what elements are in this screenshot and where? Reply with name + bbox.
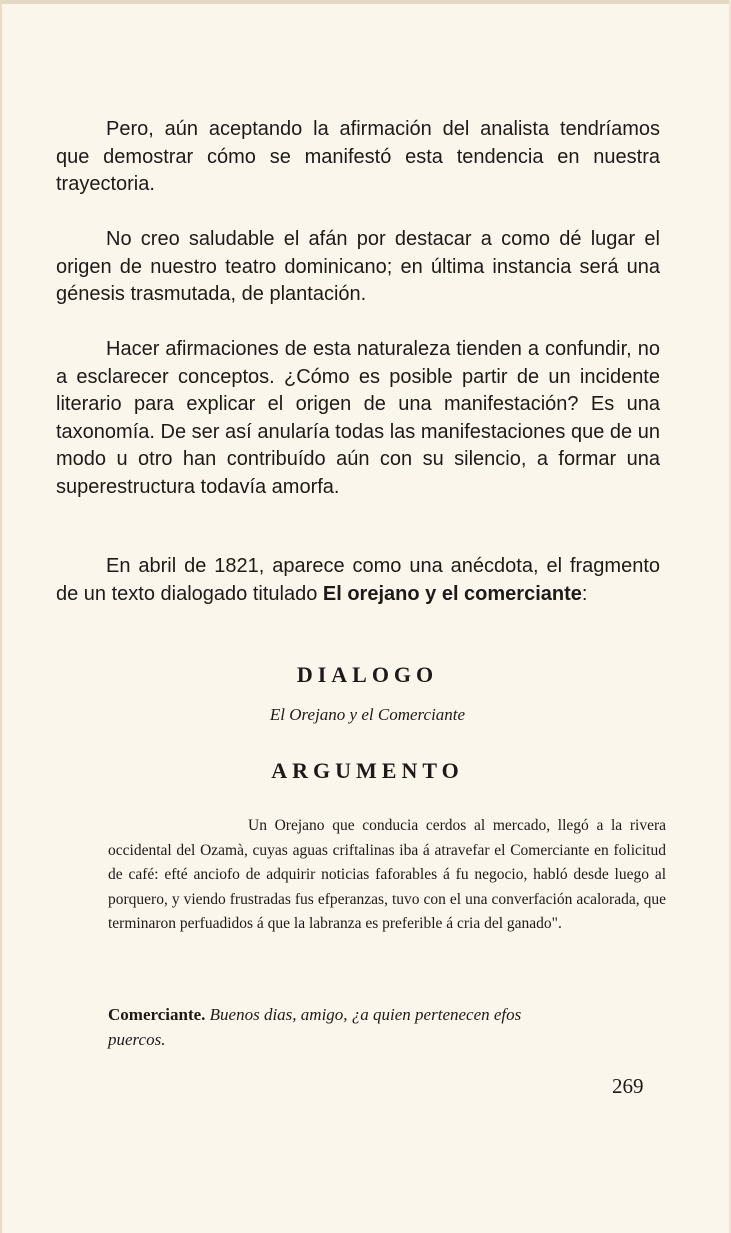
argumento-heading: ARGUMENTO xyxy=(271,758,464,783)
page-top-edge xyxy=(2,0,729,4)
speech-text: Buenos dias, amigo, ¿a quien pertenecen efos puercos. xyxy=(108,1005,522,1049)
paragraph-4-colon: : xyxy=(581,582,588,605)
dialogue-line xyxy=(108,1002,528,1052)
paragraph-1 xyxy=(56,116,660,199)
paragraph-1-text: Pero, aún aceptando la afirmación del analista tendríamos que demostrar cómo se manifestó esta tendencia en nuestra trayectoria. xyxy=(56,118,660,195)
paragraph-3 xyxy=(56,336,660,501)
speaker-name: Comerciante. xyxy=(108,1005,206,1024)
paragraph-2-text: No creo saludable el afán por destacar a como dé lugar el origen de nuestro teatro dominicano; en última instancia será una génesis trasmutada, de plantación. xyxy=(56,228,660,305)
page-number: 269 xyxy=(612,1074,644,1098)
dialogo-heading: DIALOGO xyxy=(296,662,439,687)
dialogo-subtitle: El Orejano y el Comerciante xyxy=(269,705,466,724)
paragraph-4-text: En abril de 1821, aparece como una anécdota, el fragmento de un texto dialogado titulado xyxy=(56,555,660,605)
paragraph-2 xyxy=(56,226,660,309)
argument-paragraph xyxy=(108,814,666,937)
work-title: El orejano y el comerciante xyxy=(322,582,582,605)
argument-text: Un Orejano que conducia cerdos al mercado, llegó a la rivera occidental del Ozamà, cuyas aguas criftalinas iba á atravefar el Comerciante en folicitud de café: efté anciofo de adquirir noticias faforables á fu negocio, habló desde luego al porquero, y viendo frustradas fus efperanzas, tuvo con el una converfación acalorada, que terminaron perfuadidos á que la labranza es preferible á cria del ganado". xyxy=(108,817,666,932)
paragraph-4 xyxy=(56,553,660,608)
paragraph-3-text: Hacer afirmaciones de esta naturaleza tienden a confundir, no a esclarecer conceptos. ¿Cómo es posible partir de un incidente literario para explicar el origen de una manifestación? Es una taxonomía. De ser así anularía todas las manifestaciones que de un modo u otro han contribuído aún con su silencio, a formar una superestructura todavía amorfa. xyxy=(56,338,660,498)
